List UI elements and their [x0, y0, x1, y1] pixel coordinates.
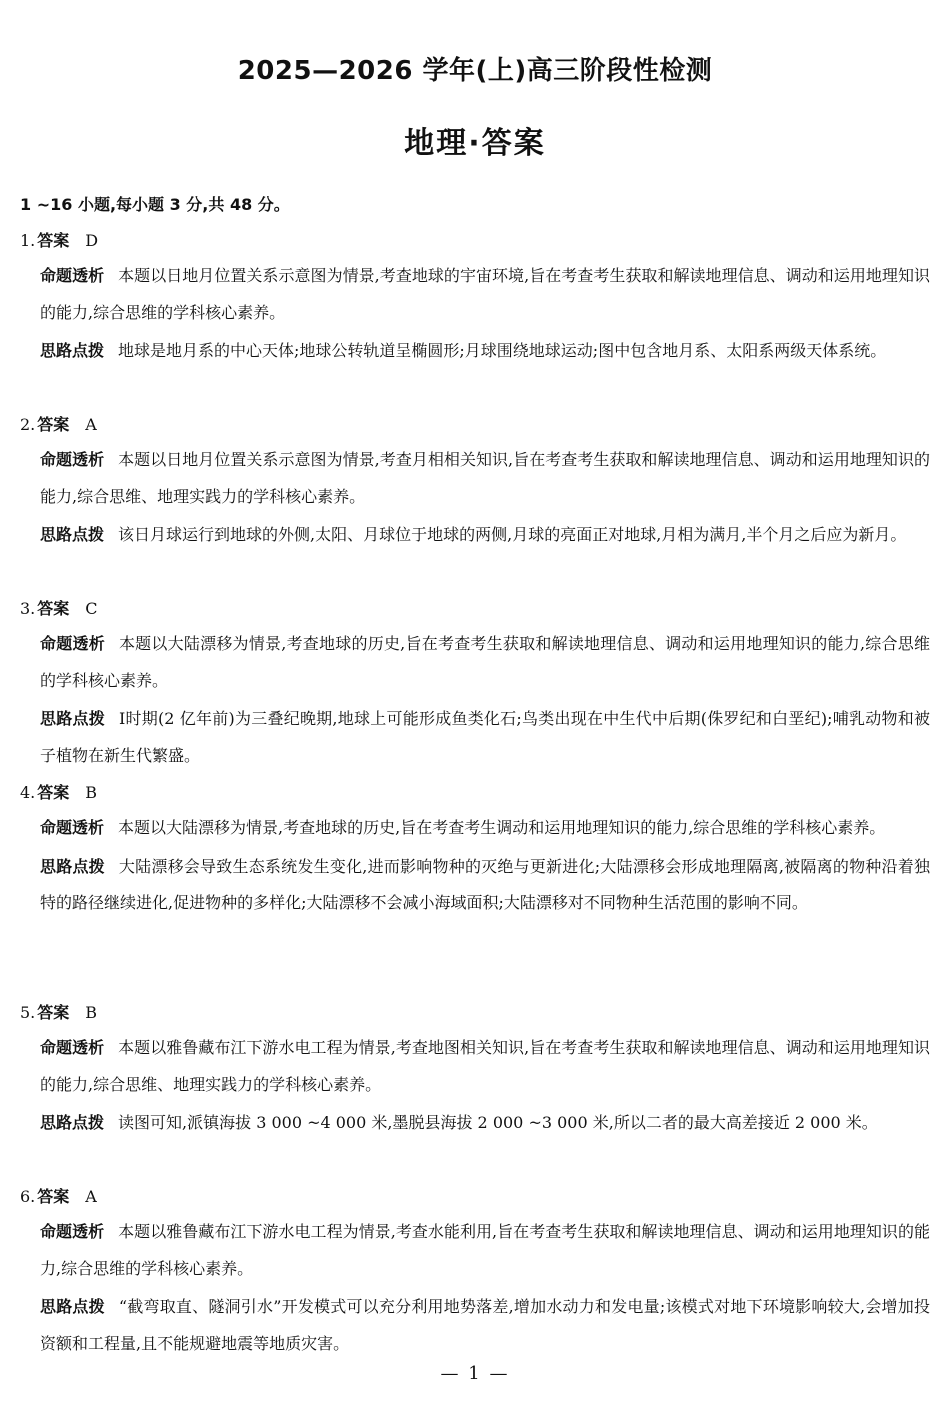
answer-value: B [85, 783, 98, 802]
analysis-paragraph [40, 626, 930, 699]
analysis-paragraph [40, 442, 930, 515]
analysis-paragraph [40, 1030, 930, 1103]
answer-line [20, 998, 930, 1028]
hint-text: 地球是地月系的中心天体;地球公转轨道呈椭圆形;月球围绕地球运动;图中包含地月系、太阳系两级天体系统。 [118, 341, 887, 360]
hint-label: 思路点拨 [40, 525, 105, 544]
page-title: 2025—2026 学年(上)高三阶段性检测 [237, 56, 713, 86]
answer-value: A [85, 1187, 97, 1206]
answer-line [20, 226, 930, 256]
answer-label: 答案 [37, 415, 70, 434]
question-number: 4. [20, 783, 36, 802]
hint-label: 思路点拨 [40, 1113, 105, 1132]
analysis-text: 本题以雅鲁藏布江下游水电工程为情景,考查地图相关知识,旨在考查考生获取和解读地理信息、调动和运用地理知识的能力,综合思维、地理实践力的学科核心素养。 [40, 1038, 930, 1094]
answer-label: 答案 [37, 783, 70, 802]
analysis-label: 命题透析 [40, 1222, 105, 1241]
question-1 [20, 226, 930, 370]
analysis-paragraph [40, 810, 930, 847]
question-number: 3. [20, 599, 36, 618]
hint-label: 思路点拨 [40, 1297, 105, 1316]
hint-label: 思路点拨 [40, 709, 105, 728]
question-2 [20, 410, 930, 554]
hint-paragraph [40, 333, 930, 370]
question-number: 5. [20, 1003, 36, 1022]
answer-label: 答案 [37, 599, 70, 618]
page-number: — 1 — [440, 1363, 510, 1384]
hint-text: 大陆漂移会导致生态系统发生变化,进而影响物种的灭绝与更新进化;大陆漂移会形成地理隔离,被隔离的物种沿着独特的路径继续进化,促进物种的多样化;大陆漂移不会减小海域面积;大陆漂移对不同物种生活范围的影响不同。 [40, 856, 930, 912]
answer-label: 答案 [37, 1187, 70, 1206]
analysis-text: 本题以雅鲁藏布江下游水电工程为情景,考查水能利用,旨在考查考生获取和解读地理信息、调动和运用地理知识的能力,综合思维的学科核心素养。 [40, 1222, 930, 1278]
hint-text: 该日月球运行到地球的外侧,太阳、月球位于地球的两侧,月球的亮面正对地球,月相为满月,半个月之后应为新月。 [118, 525, 907, 544]
answer-line [20, 778, 930, 808]
analysis-text: 本题以大陆漂移为情景,考查地球的历史,旨在考查考生获取和解读地理信息、调动和运用地理知识的能力,综合思维的学科核心素养。 [40, 634, 930, 690]
question-number: 6. [20, 1187, 36, 1206]
answer-value: B [85, 1003, 98, 1022]
answer-line [20, 410, 930, 440]
analysis-text: 本题以日地月位置关系示意图为情景,考查地球的宇宙环境,旨在考查考生获取和解读地理信息、调动和运用地理知识的能力,综合思维的学科核心素养。 [40, 266, 930, 322]
hint-text: Ⅰ时期(2 亿年前)为三叠纪晚期,地球上可能形成鱼类化石;鸟类出现在中生代中后期(侏罗纪和白垩纪);哺乳动物和被子植物在新生代繁盛。 [40, 709, 930, 765]
answer-label: 答案 [37, 1003, 70, 1022]
analysis-label: 命题透析 [40, 818, 105, 837]
hint-paragraph [40, 701, 930, 774]
scoring-intro: 1 ~16 小题,每小题 3 分,共 48 分。 [20, 195, 290, 214]
analysis-label: 命题透析 [40, 450, 105, 469]
answer-value: D [85, 231, 99, 250]
hint-label: 思路点拨 [40, 341, 105, 360]
hint-paragraph [40, 849, 930, 922]
hint-paragraph [40, 517, 930, 554]
hint-paragraph [40, 1289, 930, 1362]
answer-line [20, 1182, 930, 1212]
hint-text: “截弯取直、隧洞引水”开发模式可以充分利用地势落差,增加水动力和发电量;该模式对地下环境影响较大,会增加投资额和工程量,且不能规避地震等地质灾害。 [40, 1297, 930, 1353]
answer-value: A [85, 415, 97, 434]
analysis-text: 本题以大陆漂移为情景,考查地球的历史,旨在考查考生调动和运用地理知识的能力,综合思维的学科核心素养。 [118, 818, 886, 837]
question-6 [20, 1182, 930, 1362]
hint-paragraph [40, 1105, 930, 1142]
analysis-label: 命题透析 [40, 634, 105, 653]
answer-line [20, 594, 930, 624]
question-5 [20, 998, 930, 1142]
answer-value: C [85, 599, 98, 618]
question-3 [20, 594, 930, 774]
question-4 [20, 778, 930, 922]
page-subtitle: 地理·答案 [404, 126, 546, 161]
analysis-label: 命题透析 [40, 1038, 105, 1057]
analysis-paragraph [40, 258, 930, 331]
question-number: 2. [20, 415, 36, 434]
analysis-paragraph [40, 1214, 930, 1287]
question-number: 1. [20, 231, 36, 250]
analysis-label: 命题透析 [40, 266, 105, 285]
analysis-text: 本题以日地月位置关系示意图为情景,考查月相相关知识,旨在考查考生获取和解读地理信息、调动和运用地理知识的能力,综合思维、地理实践力的学科核心素养。 [40, 450, 930, 506]
hint-text: 读图可知,派镇海拔 3 000 ~4 000 米,墨脱县海拔 2 000 ~3 000 米,所以二者的最大高差接近 2 000 米。 [118, 1113, 878, 1132]
answer-label: 答案 [37, 231, 70, 250]
hint-label: 思路点拨 [40, 856, 105, 876]
